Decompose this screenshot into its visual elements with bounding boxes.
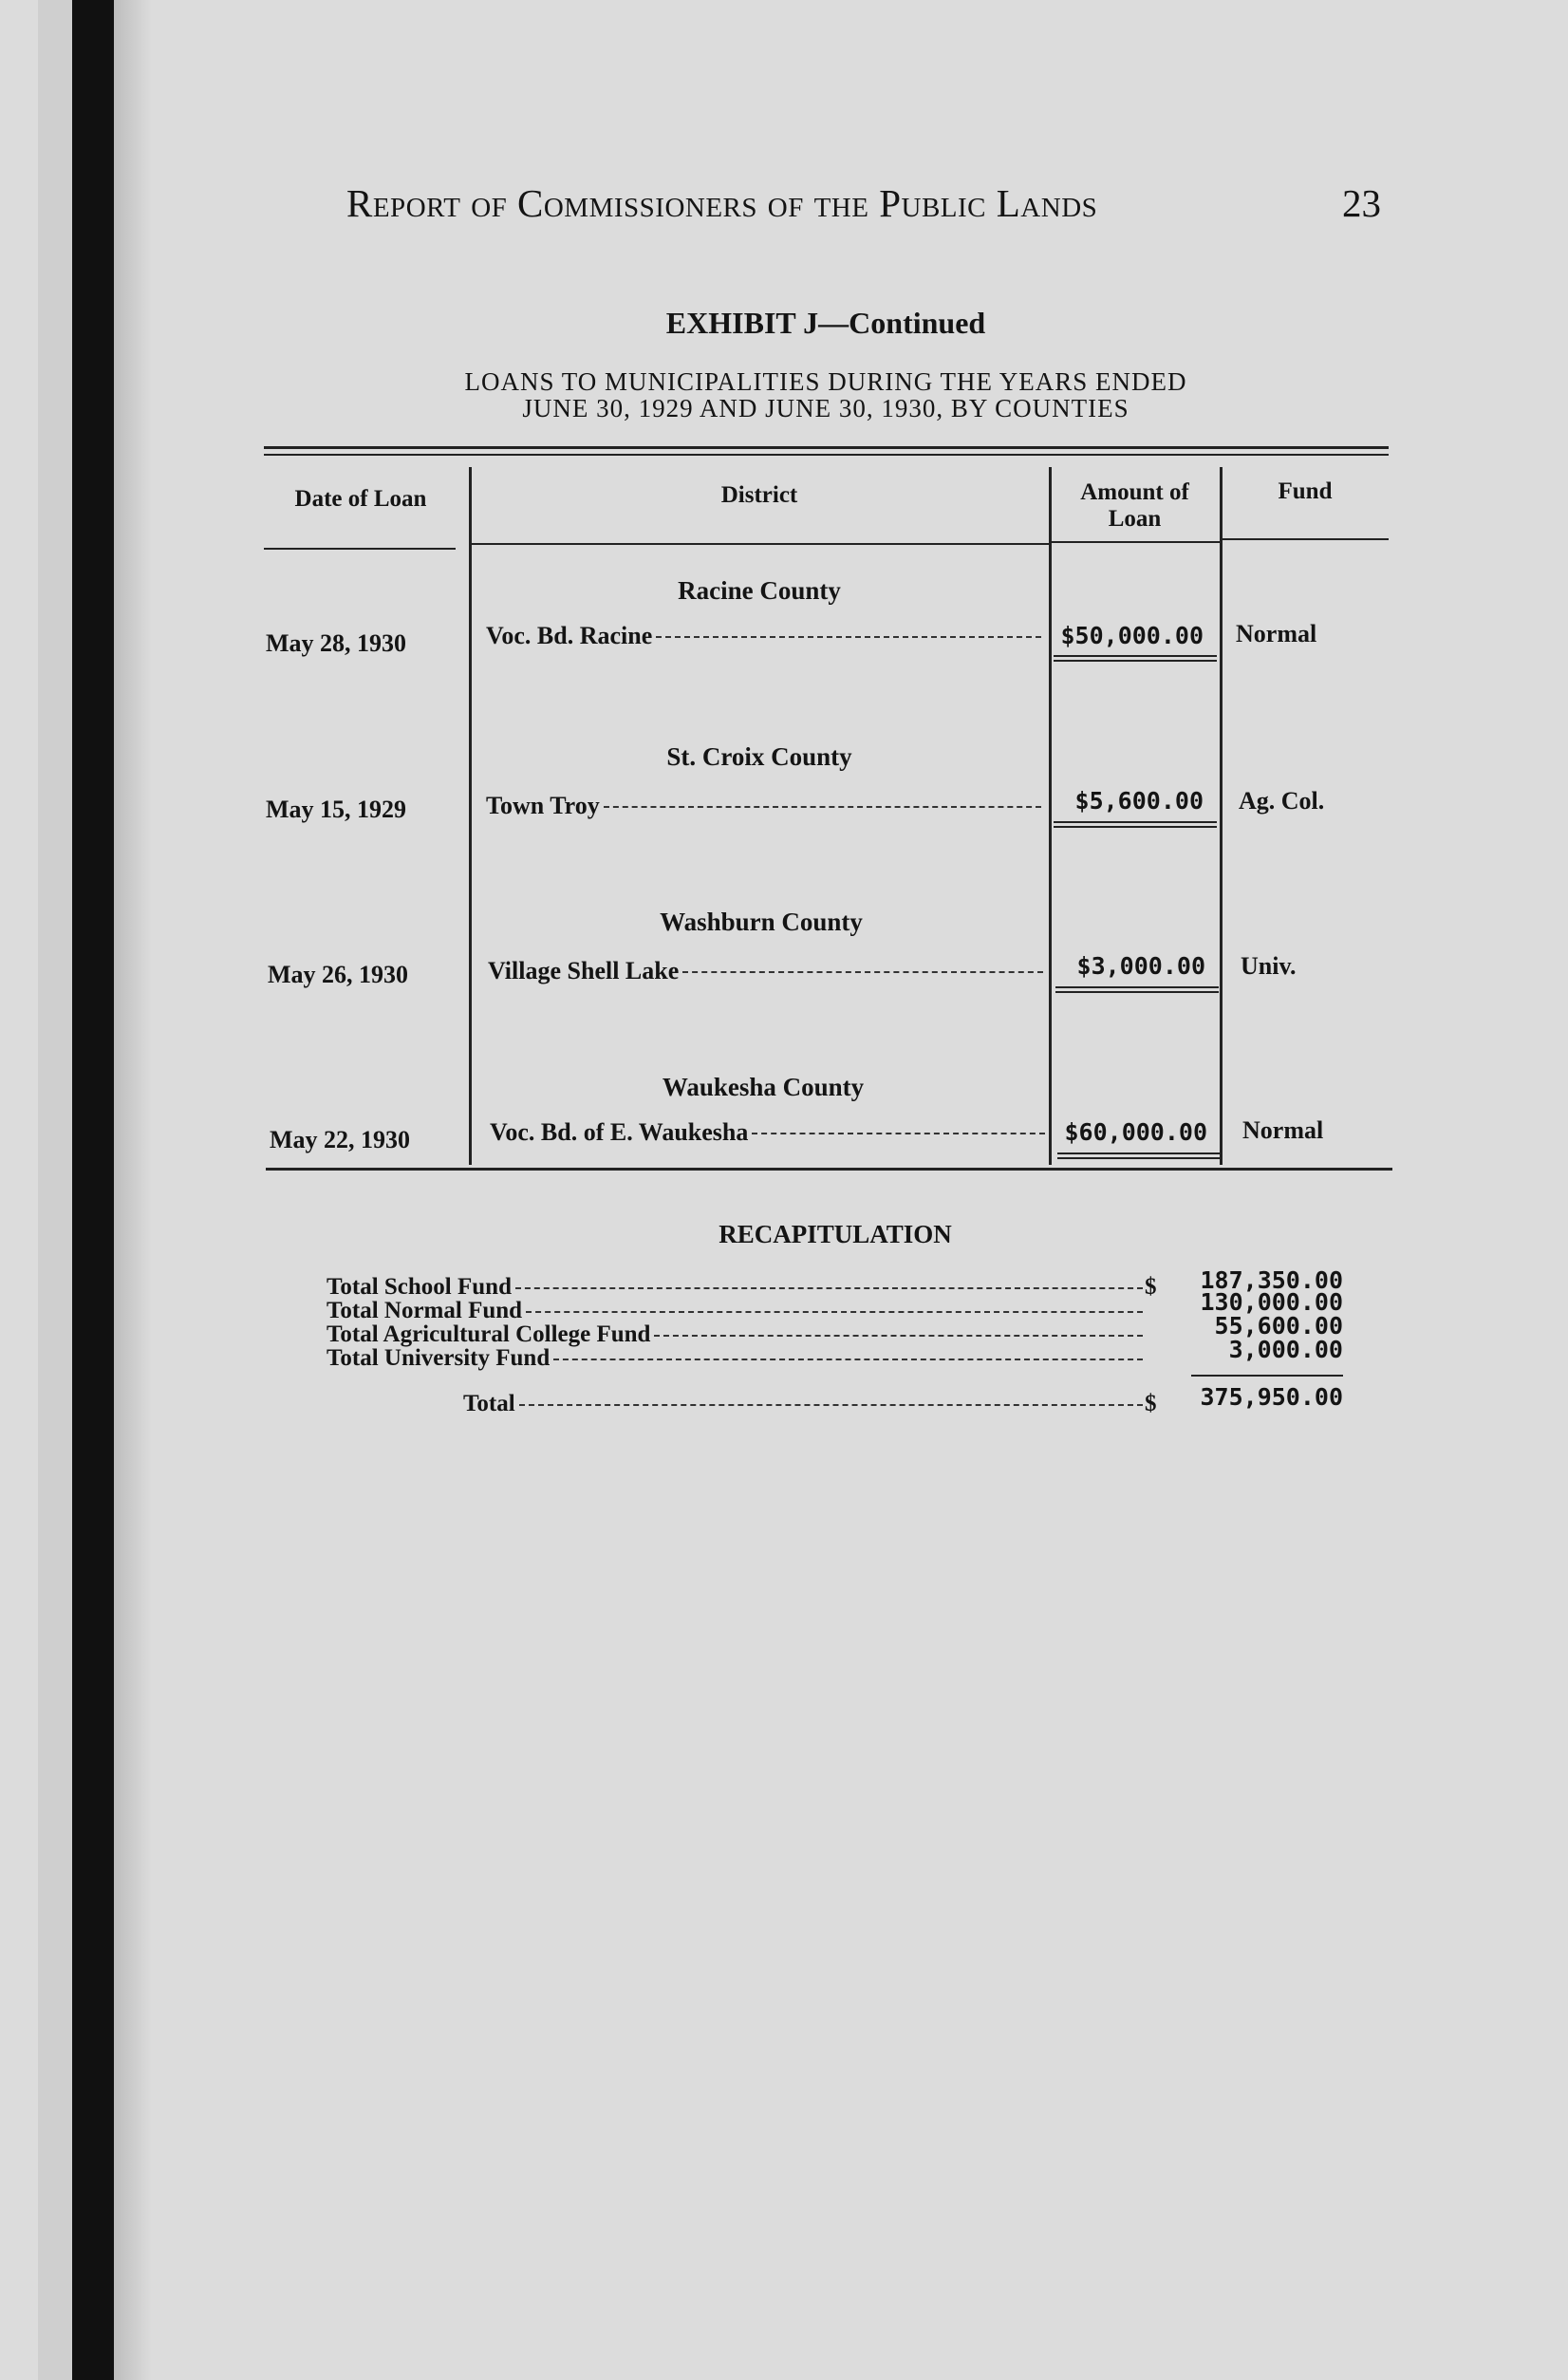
amount-double-rule	[1055, 986, 1219, 993]
column-divider-3	[1220, 467, 1223, 1165]
dot-leader	[656, 636, 1041, 638]
recap-label: Total Agricultural College Fund	[327, 1321, 651, 1347]
recap-row	[327, 1300, 1162, 1322]
recap-sum-rule	[1191, 1375, 1343, 1377]
recap-total-row	[463, 1393, 1162, 1415]
fund-name: Normal	[1242, 1116, 1324, 1144]
recap-label: Total School Fund	[327, 1274, 512, 1300]
district-label: Village Shell Lake	[488, 957, 680, 984]
recap-row	[327, 1323, 1162, 1346]
district-label: Voc. Bd. of E. Waukesha	[490, 1118, 749, 1146]
loan-date: May 28, 1930	[266, 629, 407, 657]
subtitle-line-2: JUNE 30, 1929 AND JUNE 30, 1930, BY COUNTIES	[522, 394, 1129, 422]
district-name	[490, 1118, 1045, 1147]
recap-row	[327, 1347, 1162, 1370]
fund-name: Univ.	[1241, 952, 1297, 980]
dot-leader	[682, 971, 1043, 973]
dot-leader	[604, 806, 1041, 808]
loan-amount: $60,000.00	[1064, 1118, 1207, 1146]
amount-double-rule	[1054, 821, 1217, 828]
county-heading: Washburn County	[660, 908, 863, 936]
column-header-district: District	[720, 482, 798, 508]
recap-row	[327, 1276, 1162, 1299]
recapitulation-title: RECAPITULATION	[719, 1220, 952, 1248]
table-top-rule-2	[264, 454, 1389, 456]
recap-value: 187,350.00	[1200, 1266, 1343, 1294]
recap-value: 130,000.00	[1200, 1288, 1343, 1316]
county-heading: Waukesha County	[662, 1073, 865, 1101]
column-divider-1	[469, 467, 472, 1165]
subtitle-line-1: LOANS TO MUNICIPALITIES DURING THE YEARS ENDED	[464, 367, 1187, 396]
amount-header-line-1: Amount of	[1080, 479, 1189, 505]
dot-leader	[515, 1287, 1143, 1289]
recap-total-label: Total	[463, 1391, 515, 1416]
loan-amount: $50,000.00	[1060, 622, 1204, 649]
dot-leader	[752, 1133, 1045, 1134]
loan-amount: $3,000.00	[1076, 952, 1205, 980]
recap-label: Total Normal Fund	[327, 1298, 523, 1323]
loan-date: May 15, 1929	[266, 796, 407, 823]
table-top-rule-1	[264, 446, 1389, 449]
header-rule-amount	[1051, 541, 1220, 543]
exhibit-subtitle	[285, 368, 1367, 422]
dot-leader	[519, 1404, 1143, 1406]
running-title: Report of Commissioners of the Public Lands	[346, 181, 1098, 225]
dollar-sign: $	[1145, 1274, 1157, 1300]
amount-double-rule	[1054, 655, 1217, 662]
dot-leader	[526, 1311, 1143, 1313]
dot-leader	[553, 1359, 1143, 1360]
district-name	[486, 792, 1041, 820]
book-binding	[72, 0, 114, 2380]
page-number: 23	[1342, 181, 1381, 225]
dot-leader	[654, 1335, 1143, 1337]
exhibit-title: EXHIBIT J—Continued	[665, 306, 986, 340]
recap-label: Total University Fund	[327, 1345, 551, 1371]
county-heading: St. Croix County	[666, 742, 852, 771]
district-name	[486, 622, 1041, 650]
loan-date: May 26, 1930	[268, 961, 409, 988]
column-header-amount	[1052, 479, 1218, 533]
column-header-date: Date of Loan	[294, 486, 427, 512]
binding-edge	[38, 0, 72, 2380]
amount-double-rule	[1057, 1153, 1221, 1159]
recap-value: 3,000.00	[1228, 1336, 1343, 1363]
amount-header-line-2: Loan	[1108, 506, 1162, 532]
district-label: Town Troy	[486, 792, 600, 819]
header-rule-fund	[1222, 538, 1389, 540]
dollar-sign: $	[1145, 1391, 1157, 1416]
recap-value: 55,600.00	[1214, 1312, 1343, 1340]
column-divider-2	[1049, 467, 1052, 1165]
table-bottom-rule	[266, 1168, 1392, 1171]
district-label: Voc. Bd. Racine	[486, 622, 653, 649]
header-rule-district	[471, 543, 1049, 545]
header-rule-date	[264, 548, 456, 550]
recap-total-value: 375,950.00	[1200, 1383, 1343, 1411]
loan-date: May 22, 1930	[270, 1126, 411, 1153]
loan-amount: $5,600.00	[1074, 787, 1204, 815]
district-name	[488, 957, 1043, 985]
fund-name: Normal	[1236, 620, 1317, 647]
running-head	[346, 180, 1391, 237]
page-gutter-shadow	[114, 0, 152, 2380]
column-header-fund: Fund	[1278, 478, 1333, 504]
fund-name: Ag. Col.	[1239, 787, 1325, 815]
county-heading: Racine County	[678, 576, 841, 605]
